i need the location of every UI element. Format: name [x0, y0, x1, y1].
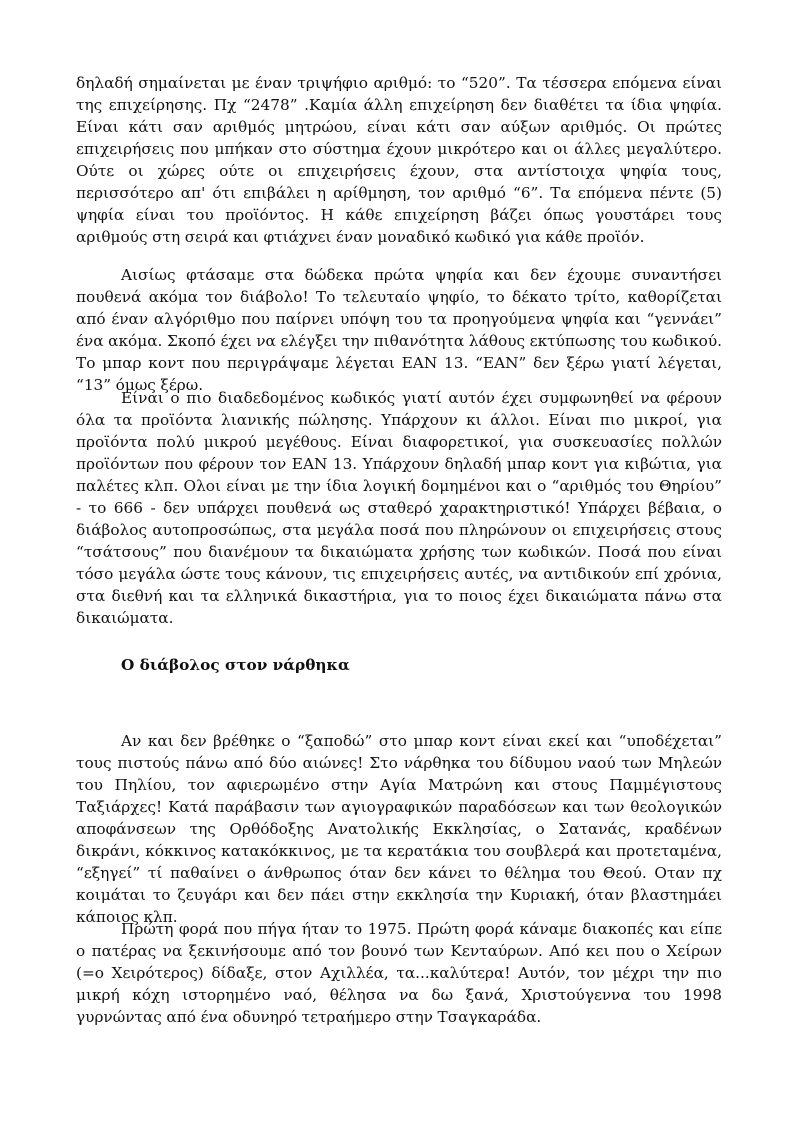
- paragraph-block-3: [76, 387, 722, 629]
- paragraph-1: δηλαδή σημαίνεται με έναν τριψήφιο αριθμό: το “520”. Τα τέσσερα επόμενα είναι της επιχείρησης. Πχ “2478” .Καμία άλλη επιχείρηση δεν διαθέτει τα ίδια ψηφία. Είναι κάτι σαν αριθμός μητρώου, είναι κάτι σαν αύξων αριθμός. Οι πρώτες επιχειρήσεις που μπήκαν στο σύστημα έχουν μικρότερο και οι άλλες μεγαλύτερο. Ούτε οι χώρες ούτε οι επιχειρήσεις έχουν, στα αντίστοιχα ψηφία τους, περισσότερο απ' ότι επιβάλει η αρίθμηση, τον αριθμό “6”. Τα επόμενα πέντε (5) ψηφία είναι του προϊόντος. Η κάθε επιχείρηση βάζει όπως γουστάρει τους αριθμούς στη σειρά και φτιάχνει έναν μοναδικό κωδικό για κάθε προϊόν.: [76, 74, 722, 246]
- paragraph-4: Αν και δεν βρέθηκε ο “ξαποδώ” στο μπαρ κοντ είναι εκεί και “υποδέχεται” τους πιστούς πάνω από δύο αιώνες! Στο νάρθηκα του δίδυμου ναού των Μηλεών του Πηλίου, τον αφιερωμένο στην Αγία Ματρώνη και στους Παμμέγιστους Ταξιάρχες! Κατά παράβασιν των αγιογραφικών παραδόσεων και των θεολογικών αποφάνσεων της Ορθόδοξης Ανατολικής Εκκλησίας, ο Σατανάς, κραδένων δικράνι, κόκκινος κατακόκκινος, με τα κερατάκια του σουβλερά και προτεταμένα, “εξηγεί” τί παθαίνει ο άνθρωπος όταν δεν κάνει το θέλημα του Θεού. Οταν πχ κοιμάται το ζευγάρι και δεν πάει στην εκκλησία την Κυριακή, όταν βλαστημάει κάποιος κλπ.: [76, 732, 722, 926]
- section-heading: Ο διάβολος στον νάρθηκα: [121, 656, 350, 674]
- paragraph-5: Πρώτη φορά που πήγα ήταν το 1975. Πρώτη φορά κάναμε διακοπές και είπε ο πατέρας να ξεκινήσουμε από τον βουνό των Κενταύρων. Από κει που ο Χείρων (=ο Χειρότερος) δίδαξε, στον Αχιλλέα, τα...καλύτερα! Αυτόν, τον μέχρι την πιο μικρή κόχη ιστορημένο ναό, θέλησα να δω ξανά, Χριστούγεννα του 1998 γυρνώντας από ένα οδυνηρό τετραήμερο στην Τσαγκαράδα.: [76, 920, 722, 1026]
- paragraph-2: Αισίως φτάσαμε στα δώδεκα πρώτα ψηφία και δεν έχουμε συναντήσει πουθενά ακόμα τον διάβολο! Το τελευταίο ψηφίο, το δέκατο τρίτο, καθορίζεται από έναν αλγόριθμο που παίρνει υπόψη του τα προηγούμενα ψηφία και “γεννάει” ένα ακόμα. Σκοπό έχει να ελέγξει την πιθανότητα λάθους εκτύπωσης του κωδικού. Το μπαρ κοντ που περιγράψαμε λέγεται EAN 13. “EAN” δεν ξέρω γιατί λέγεται, “13” όμως ξέρω.: [76, 266, 722, 394]
- paragraph-block-2: [76, 264, 722, 396]
- paragraph-3: Είναι ο πιο διαδεδομένος κωδικός γιατί αυτόν έχει συμφωνηθεί να φέρουν όλα τα προϊόντα λιανικής πώλησης. Υπάρχουν κι άλλοι. Είναι πιο μικροί, για προϊόντα πολύ μικρού μεγέθους. Είναι διαφορετικοί, για συσκευασίες πολλών προϊόντων που φέρουν τον EAN 13. Υπάρχουν δηλαδή μπαρ κοντ για κιβώτια, για παλέτες κλπ. Ολοι είναι με την ίδια λογική δομημένοι και ο “αριθμός του Θηρίου” - το 666 - δεν υπάρχει πουθενά ως σταθερό χαρακτηριστικό! Υπάρχει βέβαια, ο διάβολος αυτοπροσώπως, στα μεγάλα ποσά που πληρώνουν οι επιχειρήσεις στους “τσάτσους” που διανέμουν τα δικαιώματα χρήσης των κωδικών. Ποσά που είναι τόσο μεγάλα ώστε τους κάνουν, τις επιχειρήσεις αυτές, να αντιδικούν επί χρόνια, στα διεθνή και τα ελληνικά δικαστήρια, για το ποιος έχει δικαιώματα πάνω στα δικαιώματα.: [76, 389, 722, 627]
- paragraph-block-4: [76, 730, 722, 928]
- paragraph-block-1: [76, 72, 722, 248]
- paragraph-block-5: [76, 918, 722, 1028]
